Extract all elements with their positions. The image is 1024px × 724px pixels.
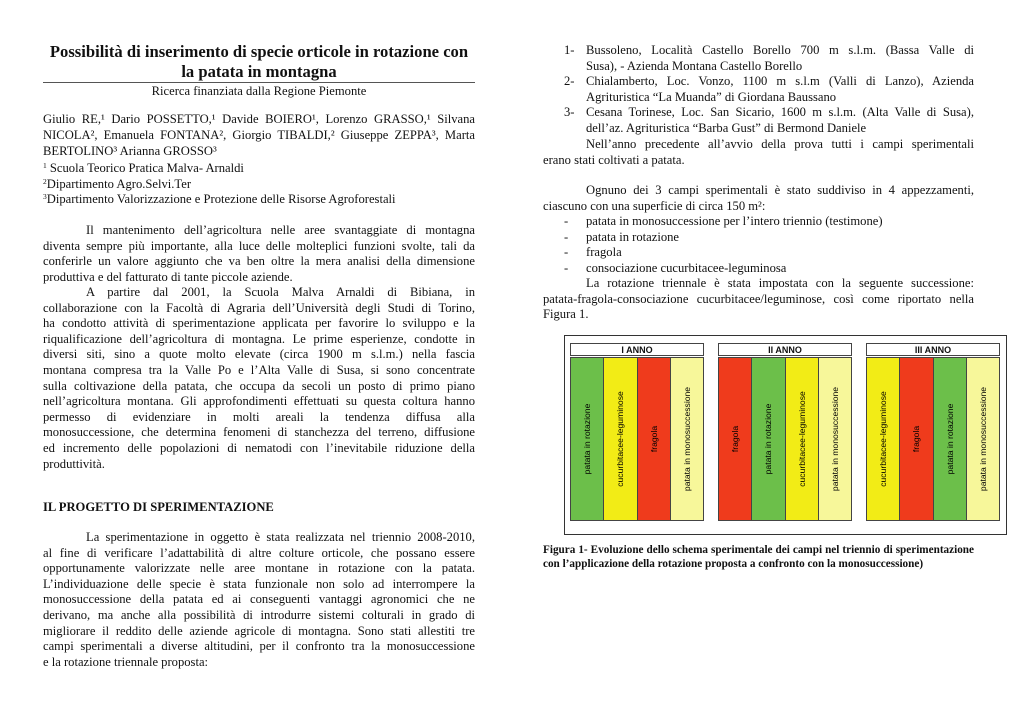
text-line: nell’agricoltura montana. Gli approfondimenti effettuati su questa coltura hanno	[43, 394, 475, 409]
plot-strip	[786, 358, 819, 520]
title-line-1: Possibilità di inserimento di specie orticole in rotazione con	[49, 42, 469, 61]
author-list: Giulio RE,¹ Dario POSSETTO,¹ Davide BOIERO¹, Lorenzo GRASSO,¹ Silvana NICOLA², Emanuela FONTANA², Giorgio TIBALDI,² Giuseppe ZEPPA³, Marta BERTOLINO³ Arianna GROSSO³	[43, 112, 475, 158]
text-line: Agrituristica “La Muanda” di Giordana Baussano	[586, 89, 837, 104]
text-line: diventa sempre più importante, alla luce delle molteplici funzioni svolte, tali da	[43, 238, 475, 253]
year-group	[718, 343, 852, 521]
affiliation-2-sup: 2	[43, 177, 47, 186]
text-line: dell’az. Agrituristica “Barba Gust” di Bermond Daniele	[586, 120, 867, 135]
plot-strip	[900, 358, 933, 520]
plot-list	[543, 214, 974, 276]
plot-strip	[819, 358, 851, 520]
affiliation-3-text: Dipartimento Valorizzazione e Protezione delle Risorse Agroforestali	[46, 192, 396, 206]
text-line: riqualificazione dell’agricoltura di montagna. Le prime esperienze, condotte in	[43, 331, 475, 346]
site-item-2	[543, 74, 974, 105]
site-text	[586, 43, 974, 74]
rotation-figure	[564, 335, 1007, 535]
plot-strips	[718, 357, 852, 521]
plot-strip-label: cucurbitacee-leguminose	[615, 391, 626, 487]
text-line: Chialamberto, Loc. Vonzo, 1100 m s.l.m (Valli di Lanzo), Azienda	[586, 74, 974, 89]
plot-label: consociazione cucurbitacee-leguminosa	[586, 260, 787, 275]
plot-strip-label: patata in rotazione	[763, 403, 774, 475]
text-line: monosuccessione, che determina fenomeni di stanchezza del terreno, diffusione	[43, 425, 475, 440]
rotation-paragraph	[543, 276, 974, 323]
site-number: 1-	[564, 43, 575, 57]
project-paragraph	[43, 530, 475, 670]
site-number: 2-	[564, 74, 575, 89]
text-line: erano stati coltivati a patata.	[543, 152, 685, 167]
text-line: montana compresa tra la Valle Po e l’Alta Valle di Susa, si sono concentrate	[43, 362, 475, 377]
title-rule	[43, 82, 475, 83]
plot-strip	[867, 358, 900, 520]
text-line: derivano, ma anche alla possibilità di introdurre sistemi colturali in grado di	[43, 607, 475, 622]
text-line: ciascuno con una superficie di circa 150 m²:	[543, 198, 766, 213]
text-line: diversi siti, sino a quote molto elevate (circa 1900 m s.l.m.) nella fascia	[43, 347, 475, 362]
site-text	[586, 74, 974, 105]
text-line: Ognuno dei 3 campi sperimentali è stato suddiviso in 4 appezzamenti,	[586, 183, 974, 197]
text-line: produttiva e del fatturato di tante piccole aziende.	[43, 269, 293, 284]
plot-strip-label: fragola	[648, 425, 659, 453]
text-line: Nell’anno precedente all’avvio della prova tutti i campi sperimentali	[586, 137, 974, 151]
plot-strip-label: patata in monosuccessione	[977, 386, 988, 492]
text-line: La rotazione triennale è stata impostata con la seguente successione:	[586, 276, 974, 290]
plots-paragraph	[543, 183, 974, 214]
text-line: permesso di evidenziare in molti areali la tendenza diffusa alla	[43, 409, 475, 424]
text-line: L’individuazione delle specie è stata funzionale non solo ad interrompere la	[43, 576, 475, 591]
text-line: al fine di verificare l’adattabilità di altre colture orticole, che possano essere	[43, 545, 475, 560]
site-text	[586, 105, 974, 136]
plot-strip-label: patata in rotazione	[582, 403, 593, 475]
year-title: I ANNO	[570, 343, 704, 356]
text-line: migliorare il reddito delle aziende agricole di montagna. Sono stati allestiti tre	[43, 623, 475, 638]
plot-strip	[719, 358, 752, 520]
text-line: Susa), - Azienda Montana Castello Borello	[586, 58, 803, 73]
affiliation-1-sup: 1	[43, 161, 47, 170]
plot-strip-label: patata in monosuccessione	[829, 386, 840, 492]
plot-item	[543, 230, 974, 246]
site-item-1	[543, 43, 974, 74]
plot-label: patata in rotazione	[586, 229, 680, 244]
text-line: monosuccessione della patata ed ai conseguenti vantaggi agronomici che ne	[43, 592, 475, 607]
background-paragraph	[43, 285, 475, 472]
plot-strips	[866, 357, 1000, 521]
plot-strip	[571, 358, 604, 520]
section-heading: IL PROGETTO DI SPERIMENTAZIONE	[43, 500, 274, 514]
plot-strip-label: fragola	[730, 425, 741, 453]
text-line: sulla coltivazione della patata, che occupa da secoli un posto di primo piano	[43, 378, 475, 393]
plot-strip-label: patata in rotazione	[944, 403, 955, 475]
text-line: ed incremento delle popolazioni di nematodi con l’inevitabile riduzione della	[43, 440, 475, 455]
text-line: Il mantenimento dell’agricoltura nelle aree svantaggiate di montagna	[86, 223, 475, 237]
intro-paragraph	[43, 223, 475, 285]
plot-strip	[604, 358, 637, 520]
affiliation-3	[43, 192, 396, 207]
plot-item	[543, 261, 974, 277]
plot-strip	[671, 358, 703, 520]
plot-strip	[934, 358, 967, 520]
site-list	[543, 43, 974, 137]
text-line: conferirle un valore aggiunto che va ben oltre la mera analisi della dimensione	[43, 254, 475, 269]
text-line: La sperimentazione in oggetto è stata realizzata nel triennio 2008-2010,	[86, 530, 475, 544]
plot-strip-label: patata in monosuccessione	[681, 386, 692, 492]
text-line: Cesana Torinese, Loc. San Sicario, 1600 m s.l.m. (Alta Valle di Susa),	[586, 105, 974, 120]
text-line: opportunamente valorizzate nelle aree montane in rotazione con la patata.	[43, 561, 475, 576]
figure-caption: Figura 1- Evoluzione dello schema sperimentale dei campi nel triennio di sperimentazione con l’applicazione della rotazione proposta a confronto con la monosuccessione)	[543, 544, 974, 570]
plot-strip	[752, 358, 785, 520]
text-line: ha condotto attività di sperimentazione applicata per favorire lo sviluppo e la	[43, 316, 475, 331]
text-line: collaborazione con la Facoltà di Agraria dell’Università degli Studi di Torino,	[43, 300, 475, 315]
plot-label: patata in monosuccessione per l’intero triennio (testimone)	[586, 214, 883, 228]
site-number: 3-	[564, 105, 575, 120]
plot-strip-label: fragola	[911, 425, 922, 453]
plot-item	[543, 245, 974, 261]
site-item-3	[543, 105, 974, 136]
bullet-mark: -	[564, 214, 569, 228]
bullet-mark: -	[564, 229, 569, 244]
bullet-mark: -	[564, 245, 569, 260]
text-line: campi sperimentali a diverse altitudini, per il confronto tra la monosuccessione	[43, 639, 475, 654]
affiliation-3-sup: 3	[43, 192, 47, 201]
prior-crop-paragraph	[543, 137, 974, 168]
text-line: Bussoleno, Località Castello Borello 700 m s.l.m. (Bassa Valle di	[586, 43, 974, 57]
title-line-2: la patata in montagna	[181, 62, 337, 81]
year-title: III ANNO	[866, 343, 1000, 356]
bullet-mark: -	[564, 260, 569, 275]
year-title: II ANNO	[718, 343, 852, 356]
year-group	[570, 343, 704, 521]
text-line: patata-fragola-consociazione cucurbitacee/leguminose, così come riportato nella	[543, 291, 974, 306]
plot-strip	[638, 358, 671, 520]
affiliation-1	[43, 161, 244, 176]
text-line: e la rotazione triennale proposta:	[43, 654, 209, 669]
plot-item	[543, 214, 974, 230]
text-line: A partire dal 2001, la Scuola Malva Arnaldi di Bibiana, in	[86, 285, 475, 299]
plot-strip-label: cucurbitacee-leguminose	[796, 391, 807, 487]
plot-strips	[570, 357, 704, 521]
affiliation-2	[43, 177, 191, 192]
plot-strip	[967, 358, 999, 520]
funding-note: Ricerca finanziata dalla Regione Piemonte	[151, 84, 367, 98]
plot-label: fragola	[586, 245, 622, 260]
paper-title	[43, 42, 475, 82]
affiliation-2-text: Dipartimento Agro.Selvi.Ter	[46, 177, 192, 191]
plot-strip-label: cucurbitacee-leguminose	[878, 391, 889, 487]
text-line: Figura 1.	[543, 307, 589, 322]
year-group	[866, 343, 1000, 521]
affiliation-1-text: Scuola Teorico Pratica Malva- Arnaldi	[49, 161, 244, 175]
text-line: produttività.	[43, 456, 105, 471]
